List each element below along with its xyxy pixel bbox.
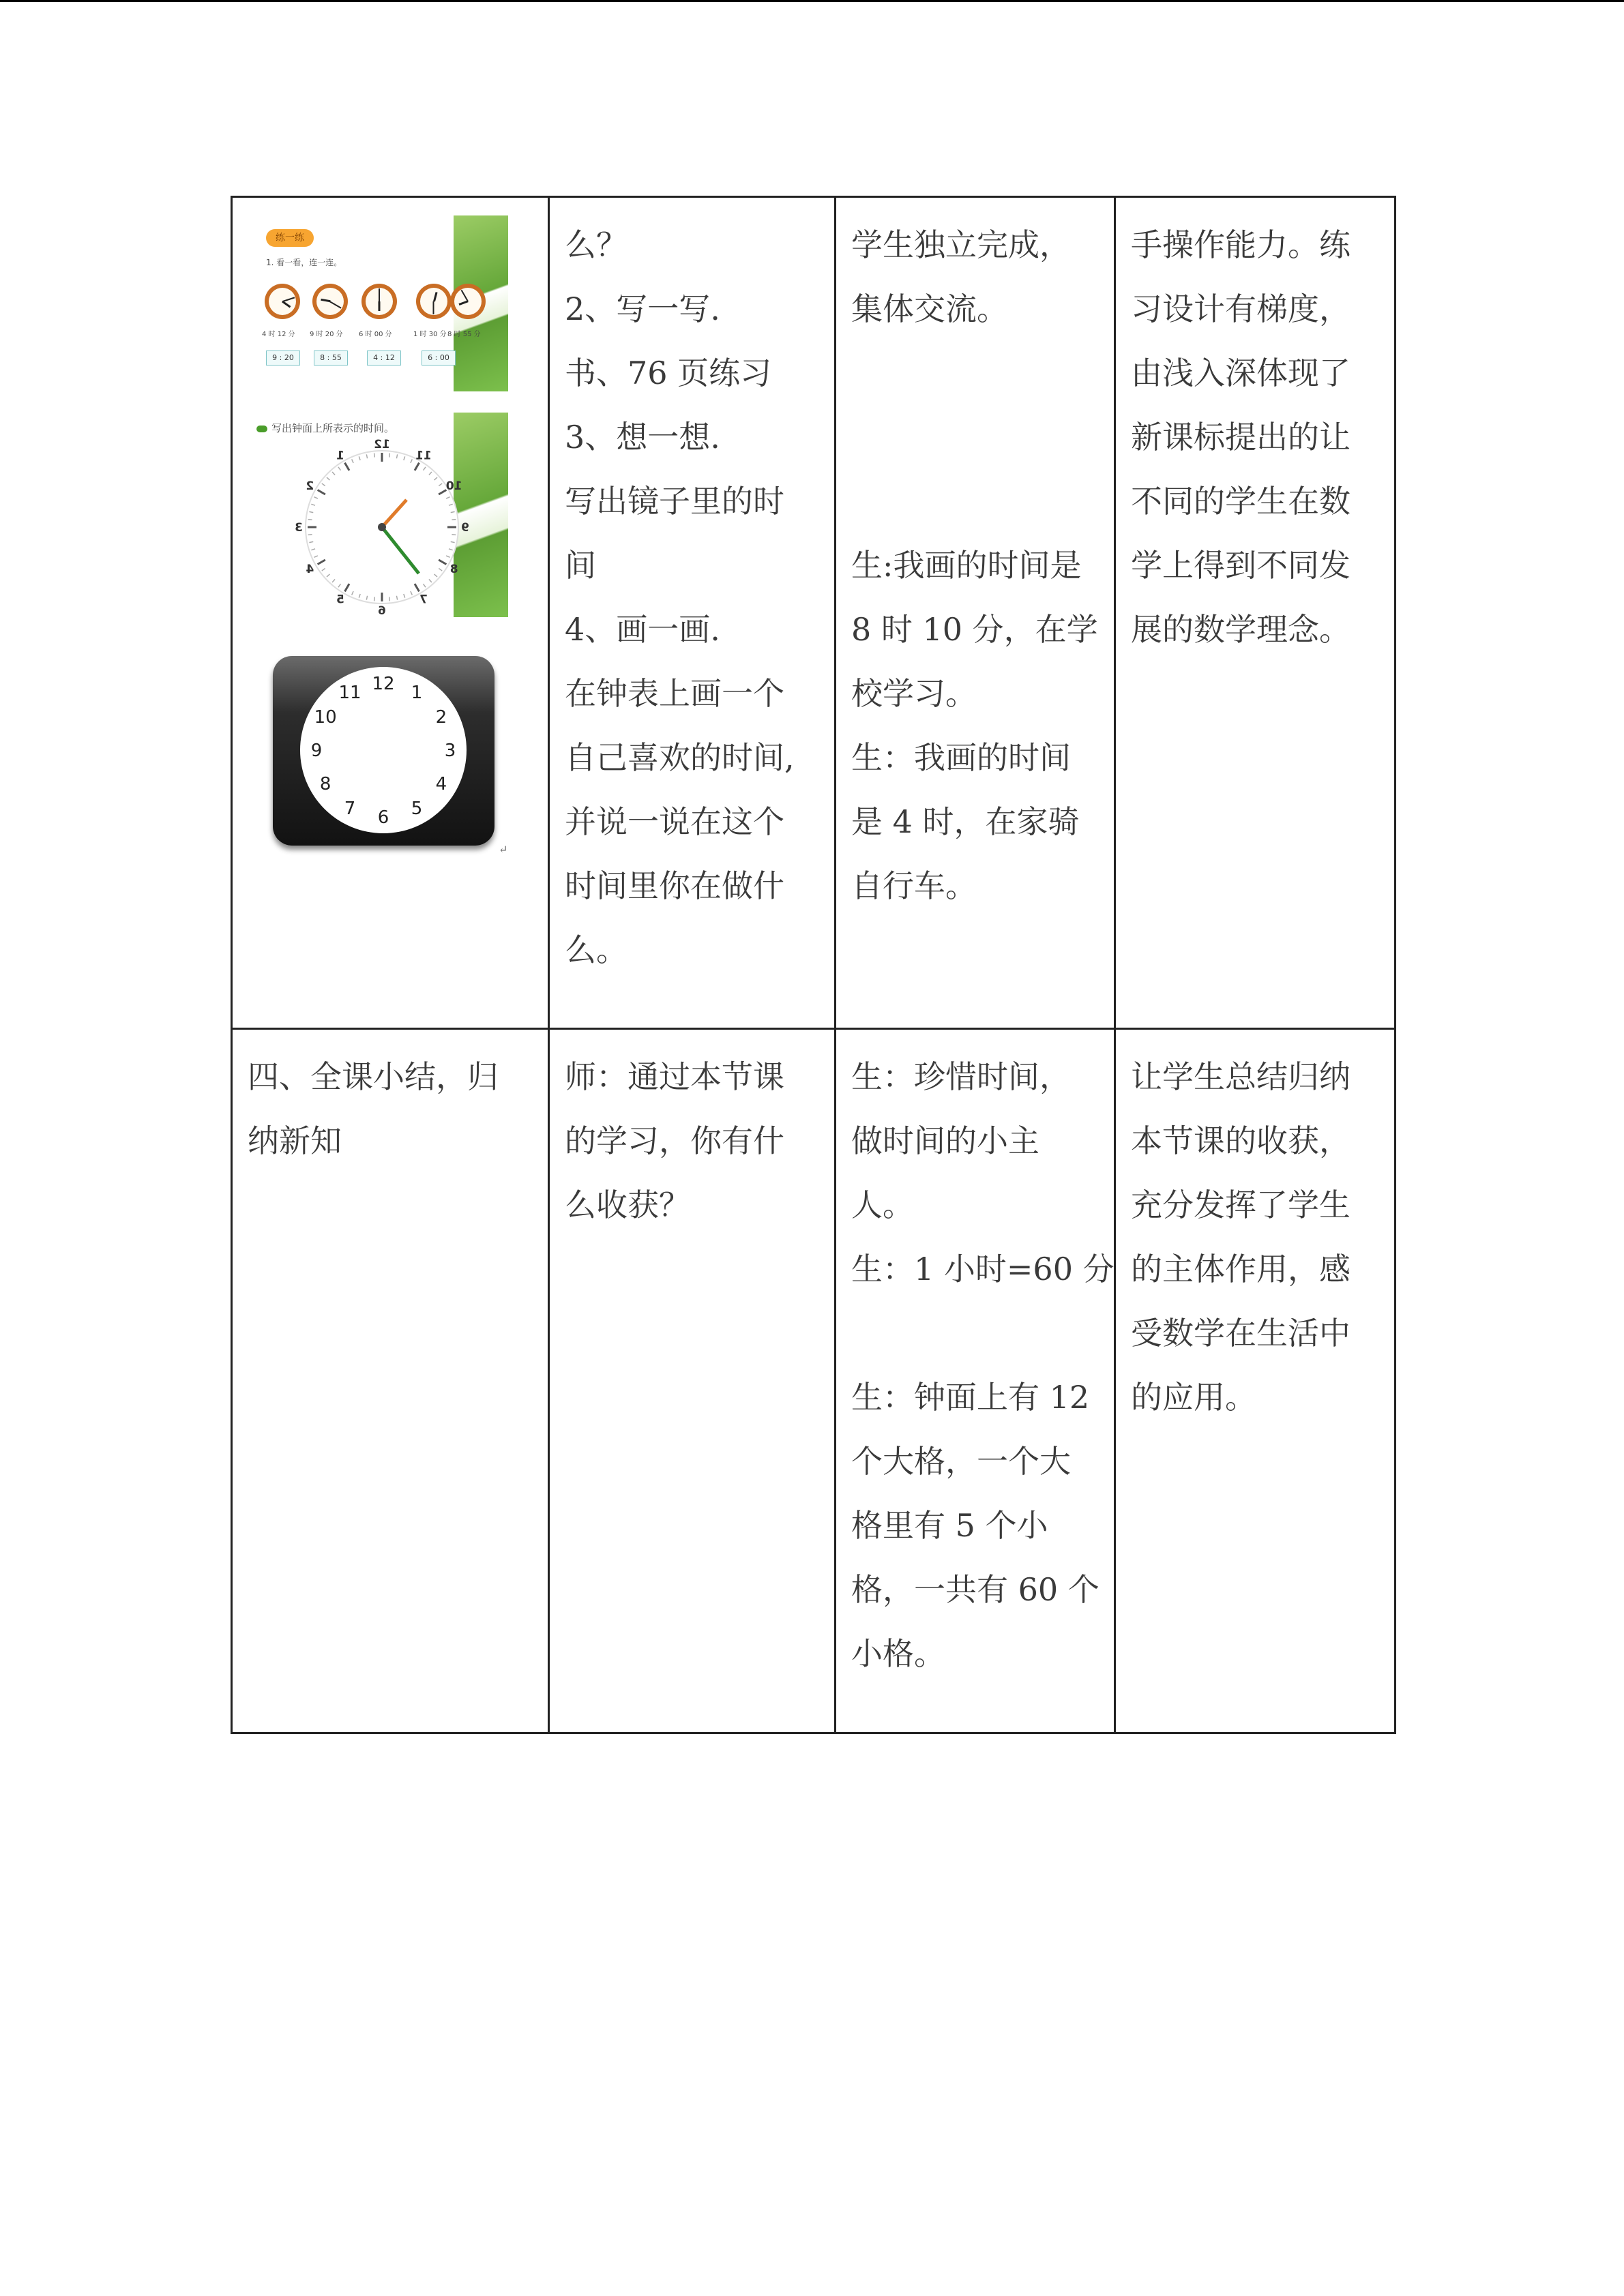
clock-numeral: 5 — [411, 798, 423, 819]
text-line: 间 — [565, 547, 596, 584]
text-line: 由浅入深体现了 — [1131, 355, 1350, 391]
text-line: 时间里你在做什 — [565, 867, 784, 904]
text-line: 集体交流。 — [851, 290, 1008, 327]
text-line: 格，一共有 60 个 — [851, 1571, 1099, 1608]
text-line: 的主体作用，感 — [1131, 1251, 1350, 1287]
clock-numeral: 10 — [445, 479, 462, 493]
exercise-instruction: 1. 看一看，连一连。 — [266, 258, 342, 267]
clock-icon — [312, 284, 348, 319]
text-line — [851, 341, 1099, 405]
clock-caption: 4 时 12 分 — [262, 331, 295, 338]
clock-numeral: 2 — [435, 707, 447, 728]
bullet-icon — [256, 426, 267, 432]
exercise-tag: 练一练 — [266, 229, 314, 247]
clock-numeral: 1 — [336, 449, 344, 463]
text-line: 的应用。 — [1131, 1379, 1256, 1416]
table-row — [232, 1029, 1396, 1733]
clock-hand — [282, 301, 291, 308]
text-line: 习设计有梯度， — [1131, 290, 1350, 327]
text-line: 4、画一画. — [565, 611, 720, 648]
clock-hand — [461, 290, 469, 301]
text-line: 么？ — [565, 226, 628, 263]
clock-numeral: 11 — [338, 683, 361, 704]
clock-caption: 6 时 00 分 — [359, 331, 392, 338]
text-line: 生：珍惜时间， — [851, 1058, 1071, 1095]
paragraph-mark: ↵ — [499, 843, 508, 856]
text-line: 生：1 小时=60 分 — [851, 1251, 1114, 1287]
text-line: 么。 — [565, 931, 628, 968]
clock-hand — [433, 292, 437, 301]
text-line: 纳新知 — [248, 1122, 342, 1159]
text-line: 的学习，你有什 — [565, 1122, 784, 1159]
clock-numeral: 3 — [444, 741, 456, 761]
exercise-slide-mirror-clock — [246, 413, 508, 617]
text-line: 3、想一想. — [565, 419, 720, 456]
clock-hand — [433, 301, 434, 314]
clock-numeral: 6 — [377, 807, 389, 828]
clock-numeral: 9 — [310, 741, 323, 761]
text-line: 四、全课小结，归 — [248, 1058, 499, 1095]
cell-stage — [232, 1029, 549, 1733]
clock-hand — [282, 297, 295, 301]
text-line: 让学生总结归纳 — [1131, 1058, 1350, 1095]
text-line: 学生独立完成， — [851, 226, 1071, 263]
clock-caption: 1 时 30 分 — [413, 331, 447, 338]
text-line: 格里有 5 个小 — [851, 1507, 1048, 1544]
clock-numeral: 12 — [372, 674, 395, 694]
clock-numeral: 4 — [435, 774, 447, 794]
draw-clock-image — [273, 656, 494, 846]
clock-hand — [379, 288, 380, 301]
clock-numeral: 3 — [295, 521, 303, 535]
cell-student-activity — [836, 1029, 1115, 1733]
exercise-slide-match-clocks — [246, 215, 508, 391]
mirror-clock-instruction: 写出钟面上所表示的时间。 — [271, 422, 395, 434]
clock-numeral: 6 — [378, 604, 386, 616]
text-line: 在钟表上画一个 — [565, 675, 784, 712]
clock-numeral: 7 — [419, 593, 428, 607]
text-line: 8 时 10 分，在学 — [851, 611, 1098, 648]
text-line: 自行车。 — [851, 867, 977, 904]
text-line: 并说一说在这个 — [565, 803, 784, 840]
text-line: 生:我画的时间是 — [851, 547, 1082, 584]
clock-icon — [416, 284, 452, 319]
tick-mark — [374, 597, 375, 601]
text-line: 自己喜欢的时间, — [565, 739, 795, 776]
text-line: 本节课的收获， — [1131, 1122, 1350, 1159]
text-line: 2、写一写. — [565, 290, 720, 327]
text-line: 书、76 页练习 — [565, 355, 772, 391]
text-line: 人。 — [851, 1187, 914, 1223]
tick-mark — [389, 597, 390, 601]
clock-hand — [330, 301, 342, 308]
tick-mark — [374, 453, 375, 458]
page-top-border — [0, 0, 1624, 2]
clock-icon — [361, 284, 397, 319]
clock-numeral: 12 — [374, 438, 390, 451]
text-line: 受数学在生活中 — [1131, 1315, 1350, 1352]
text-line — [851, 405, 1099, 469]
text-line — [851, 469, 1099, 533]
text-line: 学上得到不同发 — [1131, 547, 1350, 584]
text-line: 生：我画的时间 — [851, 739, 1071, 776]
text-line: 么收获？ — [565, 1187, 690, 1223]
clock-hand — [379, 301, 381, 311]
cell-design-intent — [1115, 1029, 1396, 1733]
text-line: 做时间的小主 — [851, 1122, 1039, 1159]
tick-mark — [389, 453, 390, 458]
mirror-clock-icon — [280, 438, 484, 616]
text-line: 小格。 — [851, 1635, 945, 1672]
clock-numeral: 1 — [411, 683, 423, 704]
answer-box: 4 : 12 — [367, 351, 401, 366]
clock-hand — [321, 299, 330, 302]
text-line: 不同的学生在数 — [1131, 483, 1350, 520]
text-line: 师：通过本节课 — [565, 1058, 784, 1095]
clock-icon — [265, 284, 300, 319]
text-line: 生：钟面上有 12 — [851, 1379, 1090, 1416]
clock-icon — [450, 284, 486, 319]
clock-numeral: 10 — [314, 707, 337, 728]
text-line: 个大格，一个大 — [851, 1443, 1071, 1480]
answer-box: 8 : 55 — [314, 351, 348, 366]
text-line — [851, 1301, 1099, 1365]
clock-numeral: 8 — [449, 563, 458, 576]
cell-student-activity — [836, 197, 1115, 1029]
text-line: 手操作能力。练 — [1131, 226, 1350, 263]
text-line: 新课标提出的让 — [1131, 419, 1350, 456]
clock-caption: 9 时 20 分 — [310, 331, 343, 338]
mirror-clock-instruction-row — [256, 423, 394, 433]
blank-clock-icon — [273, 656, 494, 846]
cell-design-intent — [1115, 197, 1396, 1029]
clock-caption: 8 时 55 分 — [447, 331, 481, 338]
text-line: 是 4 时，在家骑 — [851, 803, 1080, 840]
clock-numeral: 7 — [344, 798, 356, 819]
answer-box: 6 : 00 — [422, 351, 456, 366]
answer-box: 9 : 20 — [266, 351, 300, 366]
text-line: 校学习。 — [851, 675, 977, 712]
clock-numeral: 4 — [306, 563, 314, 576]
clock-numeral: 2 — [306, 479, 314, 493]
text-line: 写出镜子里的时 — [565, 483, 784, 520]
clock-numeral: 11 — [415, 449, 432, 463]
text-line: 展的数学理念。 — [1131, 611, 1350, 648]
cell-teacher-activity — [549, 197, 836, 1029]
text-line: 充分发挥了学生 — [1131, 1187, 1350, 1223]
clock-numeral: 5 — [336, 593, 344, 607]
cell-teacher-activity — [549, 1029, 836, 1733]
clock-numeral: 8 — [319, 774, 331, 794]
clock-center — [378, 523, 386, 531]
clock-numeral: 9 — [461, 521, 469, 535]
